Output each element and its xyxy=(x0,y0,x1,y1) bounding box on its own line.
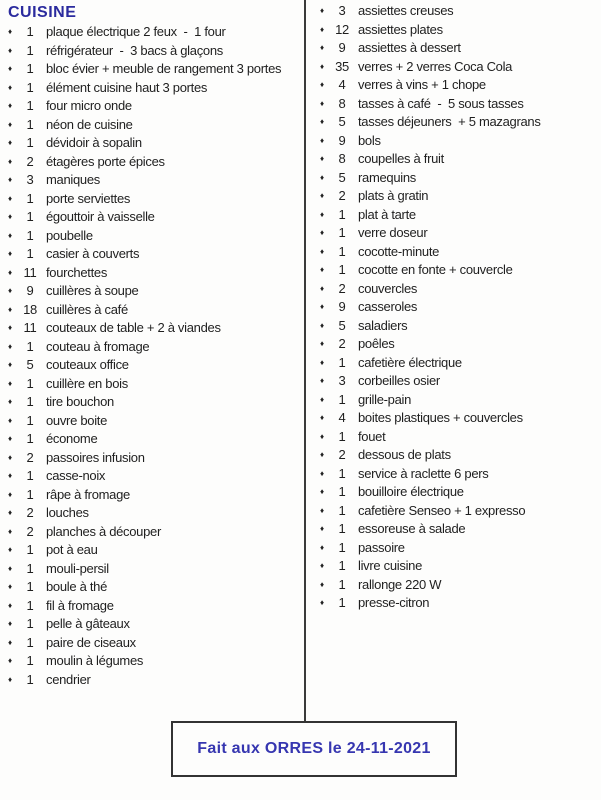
item-quantity: 1 xyxy=(26,227,34,243)
list-item xyxy=(8,282,303,301)
item-label: cocotte-minute xyxy=(358,243,440,259)
item-quantity: 1 xyxy=(26,468,34,483)
list-item xyxy=(320,58,599,77)
list-item xyxy=(8,301,303,320)
item-label: couvercles xyxy=(358,280,418,296)
item-label: cendrier xyxy=(46,671,91,687)
list-item xyxy=(320,150,599,169)
list-item xyxy=(320,372,599,391)
list-item xyxy=(320,317,599,336)
item-quantity: 3 xyxy=(26,172,34,187)
list-item xyxy=(8,60,303,79)
item-label: bols xyxy=(358,132,381,148)
item-quantity: 9 xyxy=(26,283,34,298)
list-item xyxy=(320,39,599,58)
bullet-icon: ♦ xyxy=(8,286,12,295)
list-item xyxy=(320,224,599,243)
list-item xyxy=(320,95,599,114)
item-label: service à raclette 6 pers xyxy=(358,465,489,481)
item-label: poubelle xyxy=(46,227,93,243)
item-label: mouli-persil xyxy=(46,560,109,576)
item-label: tasses à café - 5 sous tasses xyxy=(358,95,524,111)
list-item xyxy=(8,634,303,653)
right-column xyxy=(320,2,599,613)
item-quantity: 1 xyxy=(26,190,34,206)
item-quantity: 3 xyxy=(338,3,346,18)
list-item xyxy=(320,261,599,280)
bullet-icon: ♦ xyxy=(320,561,324,570)
list-item xyxy=(320,465,599,484)
item-quantity: 9 xyxy=(338,299,346,314)
item-label: casse-noix xyxy=(46,468,106,483)
item-quantity: 5 xyxy=(26,357,34,372)
item-quantity: 8 xyxy=(338,151,346,166)
list-item xyxy=(320,520,599,539)
bullet-icon: ♦ xyxy=(320,357,324,367)
bullet-icon: ♦ xyxy=(320,209,324,219)
item-quantity: 1 xyxy=(26,79,34,95)
bullet-icon: ♦ xyxy=(320,154,324,163)
item-label: cuillère en bois xyxy=(46,375,128,391)
item-label: livre cuisine xyxy=(358,558,423,573)
item-quantity: 2 xyxy=(338,336,346,351)
footer-box xyxy=(171,721,457,777)
item-quantity: 1 xyxy=(338,243,346,259)
column-divider-line xyxy=(304,0,306,721)
bullet-icon: ♦ xyxy=(8,415,12,425)
bullet-icon: ♦ xyxy=(320,246,324,256)
list-item xyxy=(320,187,599,206)
list-item xyxy=(320,354,599,373)
bullet-icon: ♦ xyxy=(8,175,12,184)
list-item xyxy=(8,523,303,542)
bullet-icon: ♦ xyxy=(8,304,12,314)
bullet-icon: ♦ xyxy=(8,230,12,240)
item-label: coupelles à fruit xyxy=(358,151,444,166)
item-label: égouttoir à vaisselle xyxy=(46,209,155,224)
item-label: louches xyxy=(46,505,89,520)
item-quantity: 2 xyxy=(338,188,346,203)
item-quantity: 1 xyxy=(338,354,346,370)
item-label: réfrigérateur - 3 bacs à glaçons xyxy=(46,42,223,58)
bullet-icon: ♦ xyxy=(8,64,12,73)
item-quantity: 1 xyxy=(338,206,346,222)
bullet-icon: ♦ xyxy=(320,172,324,182)
item-quantity: 1 xyxy=(338,576,346,592)
bullet-icon: ♦ xyxy=(8,563,12,573)
item-label: grille-pain xyxy=(358,391,412,407)
bullet-icon: ♦ xyxy=(320,191,324,200)
item-label: plat à tarte xyxy=(358,206,416,222)
bullet-icon: ♦ xyxy=(320,505,324,515)
footer-date-text: Fait aux ORRES le 24-11-2021 xyxy=(197,740,431,757)
list-item xyxy=(8,97,303,116)
list-item xyxy=(8,356,303,375)
list-item xyxy=(8,578,303,597)
list-item xyxy=(8,430,303,449)
item-label: planches à découper xyxy=(46,523,162,539)
item-label: assiettes creuses xyxy=(358,3,454,18)
item-label: verres à vins + 1 chope xyxy=(358,77,486,92)
list-item xyxy=(8,375,303,394)
bullet-icon: ♦ xyxy=(8,656,12,665)
list-item xyxy=(320,409,599,428)
list-item xyxy=(8,486,303,505)
list-item xyxy=(320,446,599,465)
item-quantity: 1 xyxy=(338,391,346,407)
bullet-icon: ♦ xyxy=(8,82,12,92)
item-label: boule à thé xyxy=(46,579,108,594)
item-quantity: 12 xyxy=(335,21,349,37)
item-quantity: 1 xyxy=(26,246,34,261)
bullet-icon: ♦ xyxy=(320,524,324,533)
list-item xyxy=(320,391,599,410)
item-quantity: 1 xyxy=(26,24,34,39)
list-item xyxy=(320,113,599,132)
bullet-icon: ♦ xyxy=(320,487,324,496)
item-quantity: 1 xyxy=(26,542,34,557)
bullet-icon: ♦ xyxy=(8,471,12,480)
list-item xyxy=(320,280,599,299)
list-item xyxy=(320,21,599,40)
item-label: paire de ciseaux xyxy=(46,634,136,650)
item-label: fil à fromage xyxy=(46,597,114,613)
list-item xyxy=(320,557,599,576)
list-item xyxy=(320,483,599,502)
list-item xyxy=(8,319,303,338)
bullet-icon: ♦ xyxy=(8,45,12,55)
bullet-icon: ♦ xyxy=(8,489,12,499)
bullet-icon: ♦ xyxy=(8,397,12,406)
list-item xyxy=(8,597,303,616)
item-quantity: 1 xyxy=(26,412,34,428)
right-group-cookware xyxy=(320,243,599,613)
list-item xyxy=(320,576,599,595)
list-item xyxy=(8,504,303,523)
bullet-icon: ♦ xyxy=(320,320,324,330)
list-item xyxy=(320,298,599,317)
list-item xyxy=(8,560,303,579)
bullet-icon: ♦ xyxy=(320,394,324,404)
bullet-icon: ♦ xyxy=(320,431,324,441)
bullet-icon: ♦ xyxy=(320,117,324,126)
list-item xyxy=(8,116,303,135)
item-label: pelle à gâteaux xyxy=(46,616,130,631)
item-quantity: 1 xyxy=(26,653,34,668)
bullet-icon: ♦ xyxy=(320,61,324,71)
bullet-icon: ♦ xyxy=(8,526,12,536)
item-label: maniques xyxy=(46,172,100,187)
item-label: étagères porte épices xyxy=(46,153,165,169)
bullet-icon: ♦ xyxy=(320,98,324,108)
item-quantity: 1 xyxy=(26,597,34,613)
list-item xyxy=(320,428,599,447)
list-item xyxy=(8,412,303,431)
item-label: plats à gratin xyxy=(358,188,429,203)
item-label: dessous de plats xyxy=(358,447,451,462)
bullet-icon: ♦ xyxy=(320,43,324,52)
bullet-icon: ♦ xyxy=(8,619,12,628)
item-quantity: 1 xyxy=(338,262,346,277)
bullet-icon: ♦ xyxy=(8,101,12,110)
bullet-icon: ♦ xyxy=(8,582,12,591)
item-quantity: 2 xyxy=(338,447,346,462)
item-label: couteaux office xyxy=(46,357,129,372)
item-label: cafetière électrique xyxy=(358,354,462,370)
item-label: verres + 2 verres Coca Cola xyxy=(358,58,513,74)
list-item xyxy=(320,335,599,354)
item-quantity: 1 xyxy=(26,560,34,576)
item-quantity: 3 xyxy=(338,373,346,388)
bullet-icon: ♦ xyxy=(320,579,324,589)
item-label: couteaux de table + 2 à viandes xyxy=(46,320,221,335)
list-item xyxy=(8,449,303,468)
list-item xyxy=(8,42,303,61)
list-item xyxy=(8,393,303,412)
item-quantity: 1 xyxy=(338,428,346,444)
item-quantity: 1 xyxy=(338,484,346,499)
item-label: four micro onde xyxy=(46,98,132,113)
item-label: bouilloire électrique xyxy=(358,484,464,499)
item-label: casseroles xyxy=(358,299,418,314)
item-label: couteau à fromage xyxy=(46,338,150,354)
bullet-icon: ♦ xyxy=(320,339,324,348)
item-label: cuillères à soupe xyxy=(46,283,139,298)
item-quantity: 1 xyxy=(338,521,346,536)
list-item xyxy=(8,245,303,264)
item-label: tire bouchon xyxy=(46,394,114,409)
list-item xyxy=(8,134,303,153)
bullet-icon: ♦ xyxy=(8,341,12,351)
left-group-appliances xyxy=(8,23,303,134)
list-item xyxy=(8,541,303,560)
list-item xyxy=(320,594,599,613)
item-quantity: 9 xyxy=(338,132,346,148)
item-quantity: 1 xyxy=(26,42,34,58)
bullet-icon: ♦ xyxy=(8,378,12,388)
item-quantity: 11 xyxy=(23,320,37,335)
item-label: fourchettes xyxy=(46,264,108,280)
bullet-icon: ♦ xyxy=(8,508,12,517)
bullet-icon: ♦ xyxy=(320,542,324,552)
item-quantity: 2 xyxy=(338,280,346,296)
list-item xyxy=(8,153,303,172)
list-item xyxy=(320,502,599,521)
bullet-icon: ♦ xyxy=(8,600,12,610)
item-label: tasses déjeuners + 5 mazagrans xyxy=(358,114,541,129)
item-label: bloc évier + meuble de rangement 3 portes xyxy=(46,61,282,76)
list-item xyxy=(8,615,303,634)
bullet-icon: ♦ xyxy=(8,193,12,203)
bullet-icon: ♦ xyxy=(8,323,12,332)
list-item xyxy=(8,79,303,98)
item-label: cocotte en fonte + couvercle xyxy=(358,262,513,277)
item-label: pot à eau xyxy=(46,542,98,557)
bullet-icon: ♦ xyxy=(8,637,12,647)
item-quantity: 1 xyxy=(26,135,34,150)
item-quantity: 8 xyxy=(338,95,346,111)
list-item xyxy=(8,467,303,486)
item-quantity: 1 xyxy=(338,539,346,555)
item-quantity: 1 xyxy=(26,671,34,687)
left-group-accessories xyxy=(8,134,303,245)
item-quantity: 1 xyxy=(26,98,34,113)
item-label: verre doseur xyxy=(358,225,428,240)
item-quantity: 18 xyxy=(23,301,37,317)
bullet-icon: ♦ xyxy=(8,156,12,166)
item-label: fouet xyxy=(358,428,386,444)
item-quantity: 5 xyxy=(338,169,346,185)
item-quantity: 1 xyxy=(26,61,34,76)
right-group-tableware xyxy=(320,2,599,243)
item-label: dévidoir à sopalin xyxy=(46,135,142,150)
bullet-icon: ♦ xyxy=(320,413,324,422)
list-item xyxy=(320,206,599,225)
item-quantity: 4 xyxy=(338,410,346,425)
list-item xyxy=(320,169,599,188)
item-quantity: 35 xyxy=(335,58,349,74)
item-quantity: 11 xyxy=(23,264,37,280)
list-item xyxy=(8,190,303,209)
item-quantity: 2 xyxy=(26,505,34,520)
bullet-icon: ♦ xyxy=(8,27,12,36)
list-item xyxy=(320,132,599,151)
item-label: rallonge 220 W xyxy=(358,576,442,592)
item-label: poêles xyxy=(358,336,395,351)
item-label: corbeilles osier xyxy=(358,373,440,388)
item-quantity: 1 xyxy=(338,225,346,240)
bullet-icon: ♦ xyxy=(320,283,324,293)
bullet-icon: ♦ xyxy=(8,267,12,277)
item-quantity: 1 xyxy=(338,595,346,610)
item-quantity: 1 xyxy=(26,338,34,354)
item-label: ouvre boite xyxy=(46,412,108,428)
item-label: cafetière Senseo + 1 expresso xyxy=(358,502,526,518)
item-label: essoreuse à salade xyxy=(358,521,466,536)
item-label: presse-citron xyxy=(358,595,430,610)
item-label: cuillères à café xyxy=(46,301,128,317)
list-item xyxy=(320,539,599,558)
bullet-icon: ♦ xyxy=(320,302,324,311)
item-label: ramequins xyxy=(358,169,416,185)
item-quantity: 1 xyxy=(26,209,34,224)
bullet-icon: ♦ xyxy=(320,80,324,89)
bullet-icon: ♦ xyxy=(8,434,12,443)
item-quantity: 1 xyxy=(26,116,34,132)
bullet-icon: ♦ xyxy=(320,24,324,34)
item-label: néon de cuisine xyxy=(46,116,133,132)
item-quantity: 1 xyxy=(26,375,34,391)
left-group-utensils xyxy=(8,245,303,689)
item-label: passoire xyxy=(358,539,405,555)
bullet-icon: ♦ xyxy=(8,249,12,258)
item-quantity: 1 xyxy=(26,394,34,409)
item-quantity: 2 xyxy=(26,523,34,539)
list-item xyxy=(8,652,303,671)
item-quantity: 1 xyxy=(26,486,34,502)
bullet-icon: ♦ xyxy=(320,228,324,237)
list-item xyxy=(8,264,303,283)
list-item xyxy=(320,2,599,21)
item-quantity: 1 xyxy=(26,431,34,446)
bullet-icon: ♦ xyxy=(8,545,12,554)
bullet-icon: ♦ xyxy=(8,119,12,129)
item-label: élément cuisine haut 3 portes xyxy=(46,79,208,95)
item-label: boites plastiques + couvercles xyxy=(358,410,523,425)
bullet-icon: ♦ xyxy=(8,138,12,147)
item-quantity: 2 xyxy=(26,449,34,465)
item-quantity: 2 xyxy=(26,153,34,169)
item-quantity: 4 xyxy=(338,77,346,92)
item-label: râpe à fromage xyxy=(46,486,130,502)
item-label: assiettes plates xyxy=(358,21,443,37)
item-quantity: 1 xyxy=(26,634,34,650)
item-label: plaque électrique 2 feux - 1 four xyxy=(46,24,226,39)
bullet-icon: ♦ xyxy=(8,212,12,221)
bullet-icon: ♦ xyxy=(320,135,324,145)
bullet-icon: ♦ xyxy=(320,6,324,15)
item-label: assiettes à dessert xyxy=(358,40,461,55)
left-column xyxy=(8,3,303,689)
item-quantity: 1 xyxy=(26,579,34,594)
bullet-icon: ♦ xyxy=(320,265,324,274)
list-item xyxy=(8,208,303,227)
item-quantity: 1 xyxy=(338,502,346,518)
list-item xyxy=(8,171,303,190)
bullet-icon: ♦ xyxy=(8,674,12,684)
bullet-icon: ♦ xyxy=(320,468,324,478)
list-item xyxy=(8,671,303,690)
item-label: économe xyxy=(46,431,98,446)
item-label: passoires infusion xyxy=(46,449,145,465)
list-item xyxy=(8,23,303,42)
item-label: moulin à légumes xyxy=(46,653,144,668)
bullet-icon: ♦ xyxy=(320,450,324,459)
bullet-icon: ♦ xyxy=(320,598,324,607)
item-label: porte serviettes xyxy=(46,190,131,206)
item-label: casier à couverts xyxy=(46,246,140,261)
list-item xyxy=(320,243,599,262)
item-quantity: 5 xyxy=(338,114,346,129)
bullet-icon: ♦ xyxy=(8,360,12,369)
item-quantity: 5 xyxy=(338,317,346,333)
item-quantity: 1 xyxy=(338,558,346,573)
item-quantity: 1 xyxy=(26,616,34,631)
list-item xyxy=(320,76,599,95)
bullet-icon: ♦ xyxy=(8,452,12,462)
bullet-icon: ♦ xyxy=(320,376,324,385)
item-quantity: 1 xyxy=(338,465,346,481)
item-label: saladiers xyxy=(358,317,408,333)
list-item xyxy=(8,338,303,357)
page-title: CUISINE xyxy=(8,4,77,21)
item-quantity: 9 xyxy=(338,40,346,55)
list-item xyxy=(8,227,303,246)
